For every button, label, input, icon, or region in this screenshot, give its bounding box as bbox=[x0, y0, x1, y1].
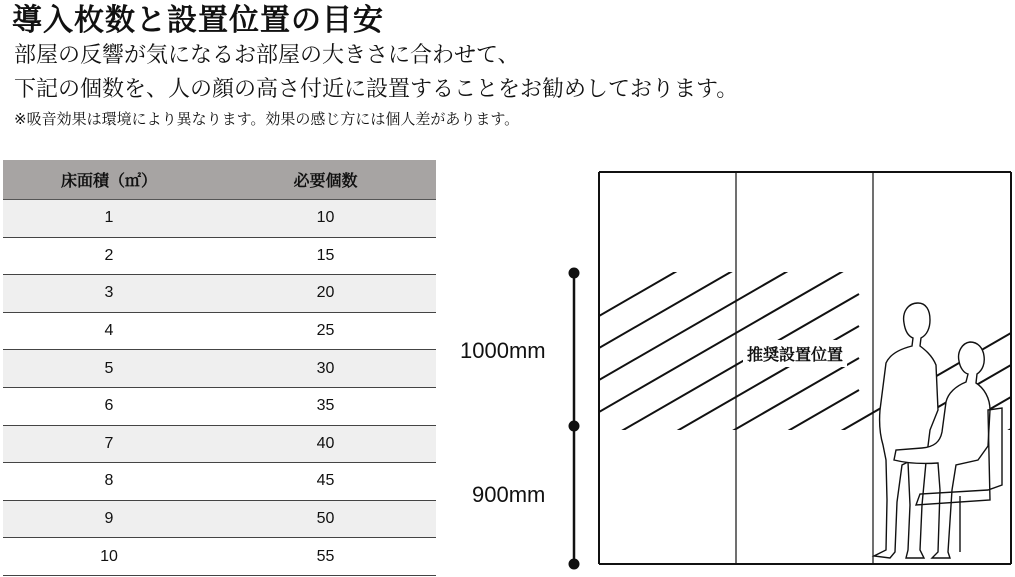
description-line-1: 部屋の反響が気になるお部屋の大きさに合わせて、 bbox=[14, 43, 520, 68]
height-label-900: 900mm bbox=[472, 482, 546, 507]
header-floor-area: 床面積（㎡） bbox=[3, 160, 215, 200]
floor-area-cell: 4 bbox=[3, 312, 215, 350]
standing-person-figure bbox=[874, 303, 938, 558]
quantity-table bbox=[3, 160, 436, 576]
floor-area-cell: 1 bbox=[3, 200, 215, 238]
count-cell: 45 bbox=[215, 463, 436, 501]
count-cell: 40 bbox=[215, 425, 436, 463]
count-cell: 55 bbox=[215, 538, 436, 576]
count-cell: 20 bbox=[215, 275, 436, 313]
table-row bbox=[3, 387, 436, 425]
floor-area-cell: 3 bbox=[3, 275, 215, 313]
table-row bbox=[3, 200, 436, 238]
floor-area-cell: 10 bbox=[3, 538, 215, 576]
floor-area-cell: 2 bbox=[3, 237, 215, 275]
dimension-point-top bbox=[569, 268, 579, 278]
table-row bbox=[3, 538, 436, 576]
table-row bbox=[3, 500, 436, 538]
header-required-count: 必要個数 bbox=[215, 160, 436, 200]
table-row bbox=[3, 237, 436, 275]
disclaimer-note: ※吸音効果は環境により異なります。効果の感じ方には個人差があります。 bbox=[14, 110, 520, 128]
dimension-line bbox=[569, 268, 579, 569]
placement-diagram bbox=[450, 160, 1015, 577]
table-header-row bbox=[3, 160, 436, 200]
count-cell: 10 bbox=[215, 200, 436, 238]
dimension-point-bottom bbox=[569, 559, 579, 569]
floor-area-cell: 9 bbox=[3, 500, 215, 538]
count-cell: 25 bbox=[215, 312, 436, 350]
count-cell: 50 bbox=[215, 500, 436, 538]
count-cell: 35 bbox=[215, 387, 436, 425]
table-row bbox=[3, 463, 436, 501]
height-label-1000: 1000mm bbox=[460, 338, 546, 363]
table-row bbox=[3, 312, 436, 350]
table-row bbox=[3, 350, 436, 388]
table-row bbox=[3, 425, 436, 463]
floor-area-cell: 7 bbox=[3, 425, 215, 463]
dimension-point-middle bbox=[569, 421, 579, 431]
floor-area-cell: 8 bbox=[3, 463, 215, 501]
floor-area-cell: 6 bbox=[3, 387, 215, 425]
description-line-2: 下記の個数を、人の顔の高さ付近に設置することをお勧めしております。 bbox=[14, 77, 739, 102]
count-cell: 15 bbox=[215, 237, 436, 275]
table-row bbox=[3, 275, 436, 313]
floor-area-cell: 5 bbox=[3, 350, 215, 388]
recommended-zone-label: 推奨設置位置 bbox=[743, 340, 847, 367]
page-title: 導入枚数と設置位置の目安 bbox=[12, 3, 384, 38]
count-cell: 30 bbox=[215, 350, 436, 388]
